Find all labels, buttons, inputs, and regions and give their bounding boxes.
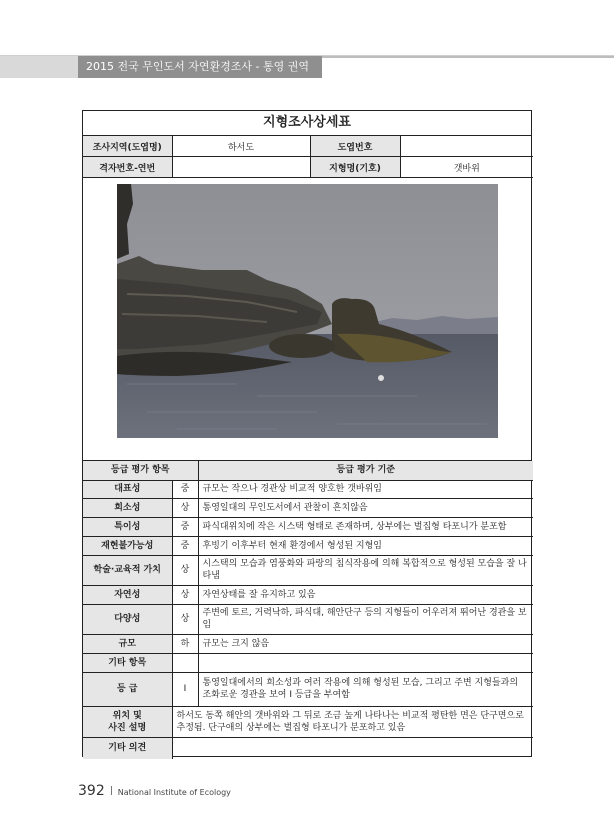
- eval-grade: 상: [172, 604, 198, 634]
- header-title: 2015 전국 무인도서 자연환경조사 - 통영 권역: [78, 56, 322, 78]
- footer-separator: [111, 786, 112, 795]
- eval-row: [83, 517, 533, 536]
- coastal-rock-photo: [117, 184, 498, 438]
- eval-item: 자연성: [83, 585, 172, 604]
- eval-item: 학술·교육적 가치: [83, 555, 172, 585]
- landform-name-value: 갯바위: [400, 157, 533, 178]
- final-grade-label: 등 급: [83, 672, 172, 706]
- eval-grade: 상: [172, 555, 198, 585]
- eval-row: [83, 585, 533, 604]
- eval-row: [83, 536, 533, 555]
- running-header: [0, 56, 614, 78]
- header-rule: [322, 56, 614, 58]
- final-grade-criteria: 통영일대에서의 희소성과 여러 작용에 의해 형성된 모습, 그리고 주변 지형들과의 조화로운 경관을 보여 I 등급을 부여함: [198, 672, 533, 706]
- location-label: [83, 706, 172, 737]
- eval-row: [83, 555, 533, 585]
- eval-row: [83, 653, 533, 672]
- location-description: 하서도 동쪽 해안의 갯바위와 그 뒤로 조금 높게 나타나는 비교적 평탄한 면은 단구면으로 추정됨. 단구애의 상부에는 벌집형 타포니가 분포하고 있음: [172, 706, 533, 737]
- eval-grade: 하: [172, 634, 198, 653]
- eval-criteria: 규모는 크지 않음: [198, 634, 533, 653]
- eval-criteria: 파식대위치에 작은 시스택 형태로 존재하며, 상부에는 벌집형 타포니가 분포함: [198, 517, 533, 536]
- eval-criteria: 주변에 토르, 거력낙하, 파식대, 해안단구 등의 지형들이 어우러져 뛰어난 경관을 보임: [198, 604, 533, 634]
- survey-area-value: 하서도: [172, 136, 310, 157]
- eval-item-header: 등급 평가 항목: [83, 461, 198, 480]
- eval-row: [83, 604, 533, 634]
- eval-criteria: 후빙기 이후부터 현재 환경에서 형성된 지형임: [198, 536, 533, 555]
- grid-number-value: [172, 157, 310, 178]
- other-opinion-row: [83, 737, 533, 759]
- eval-criteria: [198, 653, 533, 672]
- eval-item: 특이성: [83, 517, 172, 536]
- location-row: [83, 706, 533, 737]
- eval-criteria: 자연상태를 잘 유지하고 있음: [198, 585, 533, 604]
- photo-cell: [83, 178, 531, 461]
- grade-evaluation-table: [83, 461, 533, 759]
- map-number-label: 도엽번호: [310, 136, 400, 157]
- eval-criteria: 규모는 작으나 경관상 비교적 양호한 갯바위임: [198, 480, 533, 498]
- eval-grade: 상: [172, 498, 198, 517]
- eval-item: 희소성: [83, 498, 172, 517]
- header-grey-block: [0, 56, 78, 78]
- info-table: [83, 136, 533, 178]
- eval-row: [83, 480, 533, 498]
- eval-grade: [172, 653, 198, 672]
- eval-item: 다양성: [83, 604, 172, 634]
- landform-name-label: 지형명(기호): [310, 157, 400, 178]
- grid-number-label: 격자번호-연번: [83, 157, 172, 178]
- eval-grade: 상: [172, 585, 198, 604]
- eval-item: 기타 항목: [83, 653, 172, 672]
- page-footer: [78, 780, 231, 800]
- eval-grade: 중: [172, 536, 198, 555]
- map-number-value: [400, 136, 533, 157]
- eval-grade: 중: [172, 517, 198, 536]
- eval-row: [83, 498, 533, 517]
- other-opinion-label: 기타 의견: [83, 737, 172, 759]
- final-grade-value: I: [172, 672, 198, 706]
- location-label-line2: 사진 설명: [108, 722, 147, 733]
- page-number: 392: [78, 783, 105, 799]
- eval-grade: 중: [172, 480, 198, 498]
- eval-criteria-header: 등급 평가 기준: [198, 461, 533, 480]
- eval-item: 규모: [83, 634, 172, 653]
- other-opinion-value: [172, 737, 533, 759]
- eval-item: 재현불가능성: [83, 536, 172, 555]
- eval-row: [83, 634, 533, 653]
- landform-survey-sheet: [82, 110, 532, 757]
- eval-criteria: 통영일대의 무인도서에서 관찰이 흔치않음: [198, 498, 533, 517]
- survey-area-label: 조사지역(도엽명): [83, 136, 172, 157]
- eval-criteria: 시스택의 모습과 염풍화와 파랑의 침식작용에 의해 복합적으로 형성된 모습을 잘 나타냄: [198, 555, 533, 585]
- eval-item: 대표성: [83, 480, 172, 498]
- footer-organization: National Institute of Ecology: [117, 788, 231, 797]
- sheet-title: 지형조사상세표: [83, 111, 531, 136]
- location-label-line1: 위치 및: [112, 710, 142, 721]
- eval-row-final-grade: [83, 672, 533, 706]
